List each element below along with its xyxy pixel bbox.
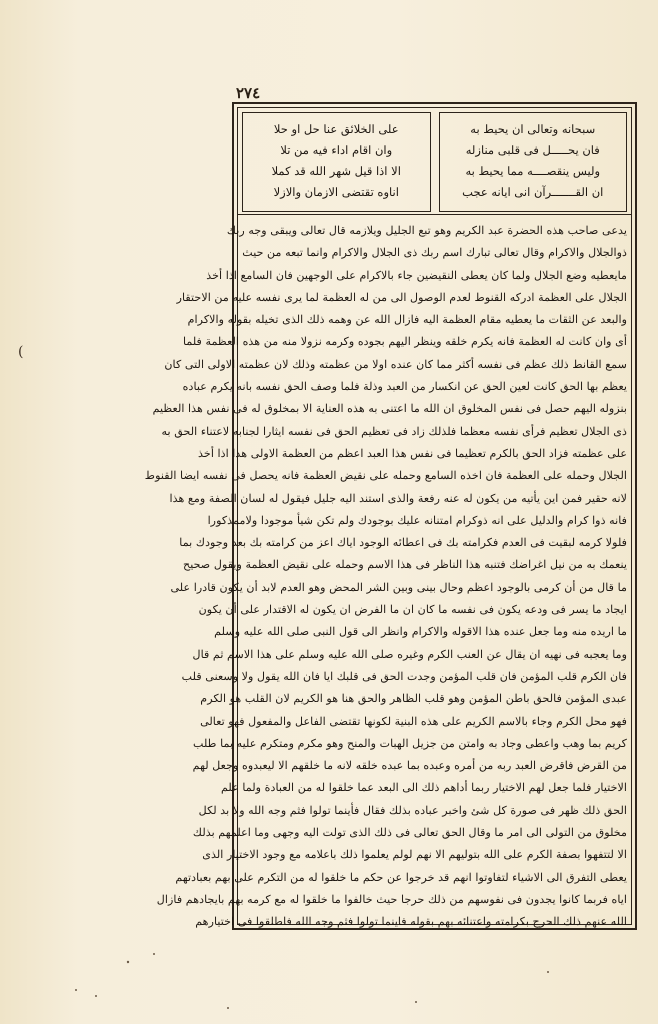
margin-mark: ( xyxy=(18,344,24,360)
prose-line: الحق ذلك ظهر فى صورة كل شئ واخبر عباده بذلك فقال فأينما تولوا فثم وجه الله ولا بد لكل xyxy=(198,803,627,817)
prose-line: مايعطيه وضع الجلال ولما كان يعطى النقيضين جاء بالاكرام على الوجهين فان السامع اذا أخذ xyxy=(206,268,627,282)
prose-line: ينعمك به من نيل اغراضك فتنبه هذا الناظر فى هذا الاسم وحمله على نقيض العظمة ويقول صحيح xyxy=(182,558,627,572)
prose-line: وما يعجبه فى نهيه ان يقال عن العنب الكرم وغيره صلى الله عليه وسلم على هذا الاسم ثم قال xyxy=(192,647,627,661)
prose-line: ايجاد ما يسر فى ودعه يكون فى نفسه ما كان ان ما الفرض ان يكون له الاقتدار على أن يكون xyxy=(198,603,627,617)
poem-line: على الخلائق عنا حل او حلا xyxy=(273,122,399,136)
poem-column-left xyxy=(242,112,431,212)
prose-line: فانه ذوا كرام والدليل على انه ذوكرام امتنانه عليك بوجودك ولم تكن شيأ موجودا ولاممذكورا xyxy=(207,513,627,527)
poem-line: سبحانه وتعالى ان يحيط به xyxy=(470,122,596,136)
poem-block xyxy=(238,110,631,215)
prose-line: الاختيار فلما جعل لهم الاختيار ربما أداهم ذلك الى البعد عما خلقوا له من العبادة ولما علم xyxy=(220,781,627,795)
prose-line: سمع القانط ذلك عظم فى نفسه أكثر مما كان عنده اولا من عظمته وذلك لان عظمته الاولى التى كان xyxy=(164,357,627,371)
prose-line: أى وان كانت له العظمة فانه يكرم خلقه وينظر اليهم بجوده وكرمه نزولا منه من هذه العظمة فلما xyxy=(182,335,627,349)
prose-line: عبدى المؤمن فالحق باطن المؤمن وهو قلب الظاهر والحق هنا هو الكريم لان القلب هو الكرم xyxy=(200,692,627,706)
prose-line: اياه فربما كانوا يجدون فى نفوسهم من ذلك حرجا حيث خالفوا ما خلقوا له مع كرمه بهم بايجادهم فازال xyxy=(156,892,627,906)
prose-line: ذى الجلال تعظيم فرأى نفسه معظما فلذلك زاد فى تعظيم الحق فى نفسه ايثارا لجنابه لاعتناء الحق به xyxy=(161,424,627,438)
prose-line: يعظم بها الحق كانت لعين الحق عن انكسار من العبد وذلة فلما وصف الحق نفسه بانه يكرم عباده xyxy=(182,380,627,394)
prose-line: مخلوق من التولى الى امر ما وقال الحق تعالى فى ذلك الذى تولت اليه وجهى وما اعلمهم بذلك xyxy=(192,826,627,840)
prose-line: لانه حقير فمن اين يأتيه من يكون له عنه رفعة والذى استند اليه جليل فيقول له لسان الصفة ومع هذا xyxy=(169,491,627,505)
prose-line: الجلال وحمله على العظمة فان اخذه السامع وحمله على نقيض العظمة فانه يحصل فى نفسه ايضا القنوط xyxy=(144,469,627,483)
prose-line: يعطى التفرق الى الاشياء لتفاوتوا انهم قد خرجوا عن حكم ما خلقوا له من التكرم على بهم بعبادتهم xyxy=(175,870,627,884)
prose-line: الا لتتفهوا بصفة الكرم على الله بتوليهم الا نهم لولم يعلموا ذلك باعلامه مع وجود الاختيار الذى xyxy=(202,848,627,862)
page-number: ٢٧٤ xyxy=(236,84,261,102)
prose-line: كريم بما وهب واعطى وجاد به وامتن من جزيل الهبات والمنح وهو مكرم ومتكرم عليه بما طلب xyxy=(192,736,627,750)
prose-line: ما قال من أن كرمى بالوجود اعظم وحال بينى وبين الشر المحض وهو العدم لابد أن يكون قادرا على xyxy=(170,580,627,594)
prose-line: على عظمته فزاد الحق بالكرم تعظيما فى نفس هذا العبد اعظم من العظمة الاولى هذا اذا أخذ xyxy=(198,446,627,460)
prose-line: والبعد عن الثقات ما يعطيه مقام العظمة اليه فازال الله عن وهمه ذلك الذى تخيله بقوله والاكرام xyxy=(187,313,627,327)
prose-line: يدعى صاحب هذه الحضرة عبد الكريم وهو تبع الجليل ويلازمه قال تعالى ويبقى وجه ربك xyxy=(226,224,627,237)
prose-body xyxy=(144,220,627,929)
poem-column-right xyxy=(439,112,628,212)
poem-line: اناوه تقتضى الازمان والازلا xyxy=(273,185,399,199)
prose-line: الجلال على العظمة ادركه القنوط لعدم الوصول الى من له العظمة لما يرى نفسه عليه من الاحتقار xyxy=(176,290,627,304)
prose-line: من القرض فاقرض العبد ربه من أمره وعبده بما عبده خلقه لانه ما خلقهم الا ليعبدوه وجعل لهم xyxy=(192,759,627,773)
prose-line: فلولا كرمه لبقيت فى العدم فكرامته بك فى اعطائه الوجود اياك اعز من كرامته بك بعد وجودك بما xyxy=(179,536,627,550)
prose-line: فان الكرم قلب المؤمن فان قلب المؤمن وجدت الحق فى قلبك ايا فان الله يقول ولا وسعنى قلب xyxy=(181,669,627,683)
prose-line: بنزوله اليهم حصل فى نفس المخلوق ان الله ما اعتنى به هذه العناية الا بمخلوق له فى نفس هذا العظيم xyxy=(152,402,627,416)
text-frame xyxy=(144,102,637,930)
prose-line: الله عنهم ذلك الحرج بكرامته واعتنائه بهم بقوله فاينما تولوا فثم وجه الله فاطلقوا فى اختيارهم xyxy=(195,915,627,929)
poem-line: فان يحـــــل فى قلبى منازله xyxy=(465,143,600,157)
prose-line: ذوالجلال والاكرام وقال تعالى تبارك اسم ربك ذى الجلال والاكرام وانما تبعه من حيث xyxy=(242,246,627,260)
poem-line: ان القـــــــرآن انى ايانه عجب xyxy=(462,185,604,199)
poem-line: الا اذا قيل شهر الله قد كملا xyxy=(271,164,401,178)
poem-line: وان اقام اداء فيه من تلا xyxy=(280,143,393,157)
prose-line: ما اريده منه وما جعل عنده هذا الاقوله والاكرام وانظر الى قول النبى صلى الله عليه وسلم xyxy=(214,625,627,639)
poem-line: وليس ينقصــــه مما يحيط به xyxy=(465,164,601,178)
prose-line: فهو محل الكرم وجاء بالاسم الكريم على هذه البنية لكونها تقتضى الفاعل والمفعول فهو تعالى xyxy=(200,714,627,728)
